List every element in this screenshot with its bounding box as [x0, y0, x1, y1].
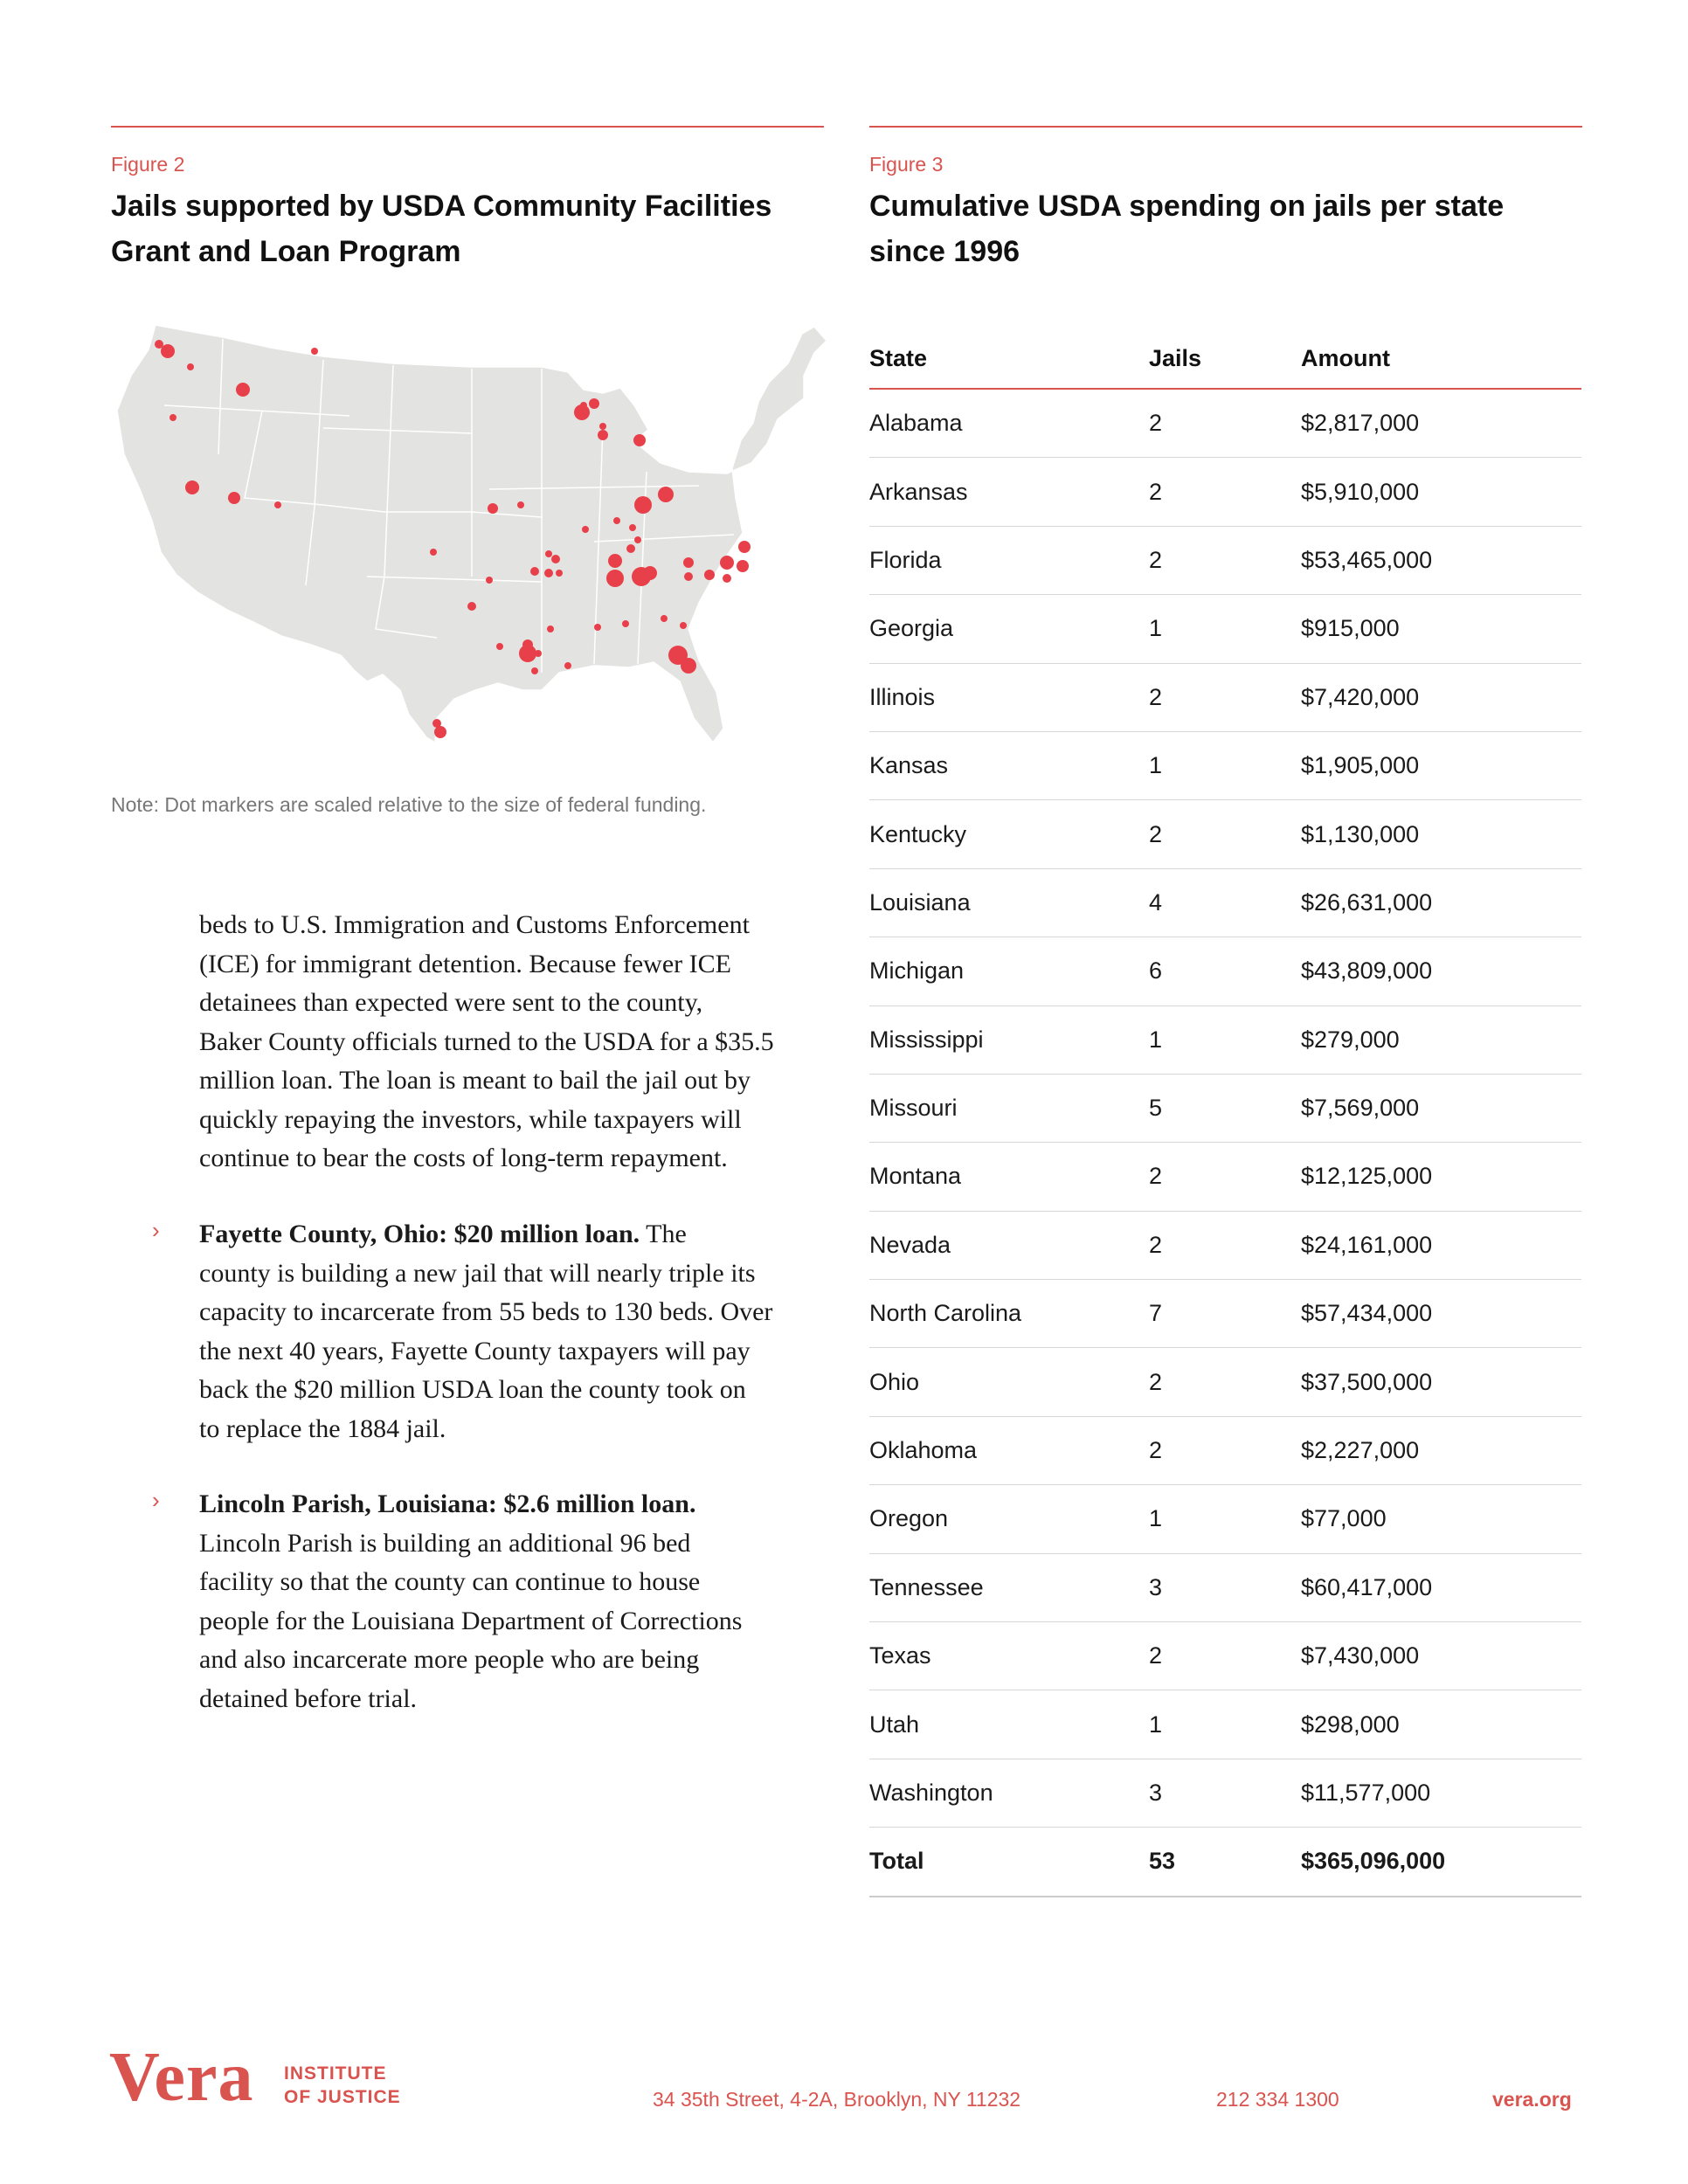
state-cell: North Carolina: [869, 1280, 1149, 1348]
jail-marker: [608, 554, 622, 568]
jail-marker: [161, 344, 175, 358]
state-cell: Kansas: [869, 731, 1149, 799]
jail-marker: [598, 430, 608, 440]
body-line: back the $20 million USDA loan the county took on: [199, 1375, 746, 1404]
jail-marker: [680, 622, 687, 629]
state-cell: Arkansas: [869, 458, 1149, 526]
jails-cell: 1: [1149, 595, 1301, 663]
body-line: and also incarcerate more people who are being: [199, 1645, 700, 1674]
amount-cell: $2,817,000: [1301, 389, 1581, 458]
state-cell: Oklahoma: [869, 1416, 1149, 1484]
state-cell: Illinois: [869, 663, 1149, 731]
jail-marker: [594, 624, 601, 631]
amount-cell: $915,000: [1301, 595, 1581, 663]
jail-marker: [434, 726, 446, 738]
body-line: quickly repaying the investors, while taxpayers will: [199, 1104, 742, 1134]
jail-marker: [574, 404, 590, 420]
bullet-text: The: [640, 1220, 687, 1248]
jail-marker: [544, 569, 553, 577]
jails-cell: 2: [1149, 389, 1301, 458]
column-header-jails: Jails: [1149, 328, 1301, 389]
amount-cell: $77,000: [1301, 1485, 1581, 1553]
body-line: capacity to incarcerate from 55 beds to 130 beds. Over: [199, 1297, 773, 1326]
body-line: county is building a new jail that will nearly triple its: [199, 1258, 756, 1288]
bullet-heading: Fayette County, Ohio: $20 million loan.: [199, 1220, 640, 1248]
jail-marker: [430, 549, 437, 556]
bullet-chevron-icon: ›: [152, 1217, 160, 1243]
total-jails: 53: [1149, 1828, 1301, 1897]
amount-cell: $57,434,000: [1301, 1280, 1581, 1348]
state-cell: Louisiana: [869, 868, 1149, 936]
jail-marker: [681, 658, 696, 674]
amount-cell: $12,125,000: [1301, 1143, 1581, 1211]
amount-cell: $7,569,000: [1301, 1074, 1581, 1142]
figure2-label: Figure 2: [111, 153, 185, 176]
body-line: Lincoln Parish is building an additional 96 bed: [199, 1528, 691, 1558]
jails-cell: 4: [1149, 868, 1301, 936]
amount-cell: $11,577,000: [1301, 1759, 1581, 1827]
jails-cell: 2: [1149, 1416, 1301, 1484]
jail-marker: [589, 398, 599, 409]
jail-marker: [564, 662, 571, 669]
amount-cell: $5,910,000: [1301, 458, 1581, 526]
body-line: to replace the 1884 jail.: [199, 1413, 446, 1443]
table-row: [869, 1211, 1581, 1279]
table-row: [869, 1622, 1581, 1690]
jail-marker: [467, 602, 476, 611]
figure3-title: [869, 183, 1586, 274]
vera-logo: Vera: [109, 2039, 254, 2116]
bullet-first-line: [199, 1215, 828, 1254]
body-line: million loan. The loan is meant to bail the jail out by: [199, 1066, 751, 1095]
table-row: [869, 937, 1581, 1006]
jail-marker: [187, 363, 194, 370]
table-header-row: [869, 328, 1581, 389]
jails-cell: 2: [1149, 1622, 1301, 1690]
table-row: [869, 731, 1581, 799]
table-row: [869, 1143, 1581, 1211]
body-line: Baker County officials turned to the USDA for a $35.5: [199, 1026, 774, 1056]
jail-marker: [274, 501, 281, 508]
state-cell: Alabama: [869, 389, 1149, 458]
amount-cell: $1,130,000: [1301, 800, 1581, 868]
jail-marker: [311, 348, 318, 355]
table-row: [869, 526, 1581, 594]
jail-marker: [634, 496, 652, 514]
column-header-amount: Amount: [1301, 328, 1581, 389]
body-line: facility so that the county can continue to house: [199, 1567, 701, 1596]
table-row: [869, 1006, 1581, 1074]
state-cell: Kentucky: [869, 800, 1149, 868]
jail-marker: [658, 487, 674, 502]
bullet-lincoln: [199, 1485, 828, 1718]
table-row: [869, 1416, 1581, 1484]
jails-cell: 6: [1149, 937, 1301, 1006]
table-row: [869, 663, 1581, 731]
state-cell: Montana: [869, 1143, 1149, 1211]
jail-marker: [606, 570, 624, 587]
figure3-top-rule: [869, 126, 1582, 128]
jails-cell: 1: [1149, 1690, 1301, 1759]
amount-cell: $24,161,000: [1301, 1211, 1581, 1279]
state-cell: Oregon: [869, 1485, 1149, 1553]
body-line: people for the Louisiana Department of Corrections: [199, 1606, 743, 1635]
body-line: detained before trial.: [199, 1683, 418, 1713]
amount-cell: $279,000: [1301, 1006, 1581, 1074]
bullet-fayette: [199, 1215, 828, 1448]
jail-marker: [622, 620, 629, 627]
jail-marker: [496, 643, 503, 650]
state-cell: Missouri: [869, 1074, 1149, 1142]
body-paragraph: [199, 906, 828, 1178]
jail-marker: [535, 650, 542, 657]
jails-cell: 2: [1149, 1143, 1301, 1211]
jails-cell: 2: [1149, 1211, 1301, 1279]
jails-cell: 3: [1149, 1553, 1301, 1621]
table-row: [869, 1280, 1581, 1348]
table-row: [869, 1759, 1581, 1827]
jails-cell: 2: [1149, 1348, 1301, 1416]
state-cell: Tennessee: [869, 1553, 1149, 1621]
amount-cell: $298,000: [1301, 1690, 1581, 1759]
amount-cell: $37,500,000: [1301, 1348, 1581, 1416]
body-line: detainees than expected were sent to the county,: [199, 988, 703, 1017]
jail-marker: [599, 423, 606, 430]
body-line: continue to bear the costs of long-term repayment.: [199, 1144, 728, 1172]
state-cell: Mississippi: [869, 1006, 1149, 1074]
bullet-chevron-icon: ›: [152, 1487, 160, 1513]
jail-marker: [169, 414, 176, 421]
jail-marker: [661, 615, 668, 622]
map-note: Note: Dot markers are scaled relative to the size of federal funding.: [111, 793, 707, 816]
footer-address: 34 35th Street, 4-2A, Brooklyn, NY 11232: [653, 2088, 1021, 2111]
jail-marker: [551, 555, 560, 563]
table-total-row: [869, 1828, 1581, 1897]
body-line: the next 40 years, Fayette County taxpayers will pay: [199, 1336, 751, 1365]
amount-cell: $53,465,000: [1301, 526, 1581, 594]
amount-cell: $7,420,000: [1301, 663, 1581, 731]
figure2-title-line: Jails supported by USDA Community Facilities: [111, 190, 772, 223]
jail-marker: [545, 550, 552, 557]
jail-marker: [531, 667, 538, 674]
state-cell: Nevada: [869, 1211, 1149, 1279]
body-line: (ICE) for immigrant detention. Because fewer ICE: [199, 949, 731, 978]
jails-cell: 2: [1149, 526, 1301, 594]
table-row: [869, 800, 1581, 868]
jail-marker: [547, 625, 554, 632]
column-header-state: State: [869, 328, 1149, 389]
jail-marker: [519, 645, 536, 662]
table-row: [869, 1485, 1581, 1553]
figure2-title: [111, 183, 827, 274]
jails-cell: 7: [1149, 1280, 1301, 1348]
bullet-heading: Lincoln Parish, Louisiana: $2.6 million loan.: [199, 1489, 696, 1518]
jails-cell: 2: [1149, 458, 1301, 526]
table-row: [869, 1348, 1581, 1416]
jails-cell: 2: [1149, 663, 1301, 731]
us-jails-map: [105, 314, 830, 751]
jails-cell: 3: [1149, 1759, 1301, 1827]
state-cell: Texas: [869, 1622, 1149, 1690]
figure2-title-line: Grant and Loan Program: [111, 235, 461, 268]
state-cell: Utah: [869, 1690, 1149, 1759]
table-row: [869, 1553, 1581, 1621]
state-cell: Ohio: [869, 1348, 1149, 1416]
state-cell: Michigan: [869, 937, 1149, 1006]
jail-marker: [556, 570, 563, 577]
total-amount: $365,096,000: [1301, 1828, 1581, 1897]
figure3-title-line: Cumulative USDA spending on jails per state: [869, 190, 1505, 223]
table-row: [869, 595, 1581, 663]
table-row: [869, 1690, 1581, 1759]
amount-cell: $1,905,000: [1301, 731, 1581, 799]
jails-cell: 1: [1149, 1006, 1301, 1074]
jail-marker: [684, 572, 693, 581]
footer-website[interactable]: vera.org: [1492, 2088, 1572, 2111]
jail-marker: [737, 560, 749, 572]
logo-subtitle-justice: OF JUSTICE: [284, 2087, 401, 2107]
figure3-label: Figure 3: [869, 153, 944, 176]
usda-spending-table: [869, 328, 1581, 1897]
amount-cell: $26,631,000: [1301, 868, 1581, 936]
total-label: Total: [869, 1828, 1149, 1897]
jail-marker: [517, 501, 524, 508]
body-line: beds to U.S. Immigration and Customs Enforcement: [199, 910, 750, 939]
table-row: [869, 1074, 1581, 1142]
figure3-title-line: since 1996: [869, 235, 1020, 268]
jail-marker: [613, 517, 620, 524]
table-body: [869, 389, 1581, 1828]
jail-marker: [236, 383, 250, 397]
state-cell: Georgia: [869, 595, 1149, 663]
jail-marker: [723, 574, 731, 583]
jail-marker: [643, 566, 657, 580]
jail-marker: [683, 557, 694, 568]
amount-cell: $2,227,000: [1301, 1416, 1581, 1484]
jail-marker: [629, 524, 636, 531]
jail-marker: [530, 567, 539, 576]
jails-cell: 1: [1149, 731, 1301, 799]
jail-marker: [582, 526, 589, 533]
jail-marker: [185, 480, 199, 494]
jails-cell: 2: [1149, 800, 1301, 868]
amount-cell: $43,809,000: [1301, 937, 1581, 1006]
jails-cell: 5: [1149, 1074, 1301, 1142]
figure2-top-rule: [111, 126, 824, 128]
amount-cell: $60,417,000: [1301, 1553, 1581, 1621]
jail-marker: [486, 577, 493, 584]
footer-phone: 212 334 1300: [1216, 2088, 1339, 2111]
jail-marker: [704, 570, 715, 580]
table-row: [869, 389, 1581, 458]
logo-subtitle-institute: INSTITUTE: [284, 2063, 387, 2084]
state-cell: Washington: [869, 1759, 1149, 1827]
jail-marker: [634, 536, 641, 543]
jail-marker: [633, 434, 646, 446]
jail-marker: [488, 503, 498, 514]
jail-marker: [228, 492, 240, 504]
state-cell: Florida: [869, 526, 1149, 594]
jails-cell: 1: [1149, 1485, 1301, 1553]
table-row: [869, 458, 1581, 526]
amount-cell: $7,430,000: [1301, 1622, 1581, 1690]
jail-marker: [720, 556, 734, 570]
table-row: [869, 868, 1581, 936]
jail-marker: [738, 541, 751, 553]
jail-marker: [626, 544, 635, 553]
